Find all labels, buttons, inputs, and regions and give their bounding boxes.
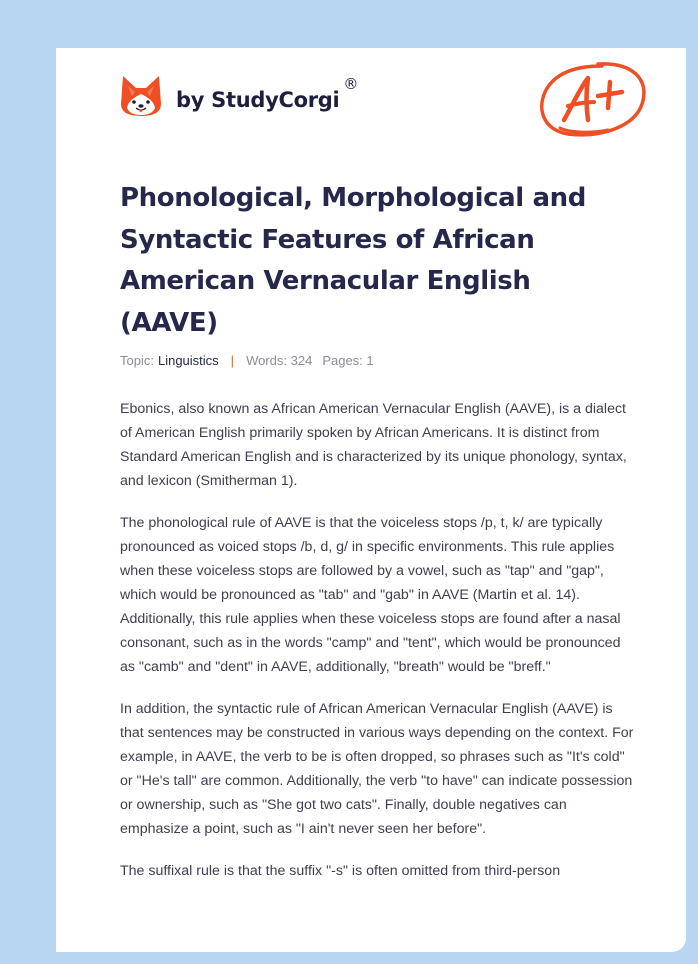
word-count: Words: 324	[246, 353, 313, 368]
registered-mark: ®	[343, 75, 359, 93]
meta-separator: |	[230, 353, 235, 368]
a-plus-grade-icon	[538, 58, 650, 142]
document-meta	[120, 353, 374, 368]
corgi-logo-icon	[120, 74, 162, 118]
document-card	[56, 48, 686, 952]
paragraph: In addition, the syntactic rule of African American Vernacular English (AAVE) is that sentences may be constructed in various ways depending on the context. For example, in AAVE, the verb to be is often dropped, so phrases such as "It's cold" or "He's tall" are common. Additionally, the verb "to have" can indicate possession or ownership, such as "She got two cats". Finally, double negatives can emphasize a point, such as "I ain't never seen her before".	[120, 701, 634, 837]
page-count: Pages: 1	[322, 353, 374, 368]
document-title: Phonological, Morphological and Syntactic Features of African American Vernacular English (AAVE)	[120, 183, 586, 338]
topic-link[interactable]: Linguistics	[157, 353, 219, 368]
brand-name: by StudyCorgi	[176, 88, 340, 112]
paragraph: The phonological rule of AAVE is that the voiceless stops /p, t, k/ are typically pronounced as voiced stops /b, d, g/ in specific environments. This rule applies when these voiceless stops are followed by a vowel, such as "tap" and "gap", which would be pronounced as "tab" and "gab" in AAVE (Martin et al. 14). Additionally, this rule applies when these voiceless stops are found after a nasal consonant, such as in the words "camp" and "tent", which would be pronounced as "camb" and "dent" in AAVE, additionally, "breath" would be "breff."	[120, 515, 621, 675]
topic-label: Topic:	[120, 353, 154, 368]
document-body	[120, 397, 636, 901]
header	[56, 48, 686, 158]
studycorgi-logo[interactable]	[120, 74, 358, 118]
paragraph: The suffixal rule is that the suffix "-s" is often omitted from third-person	[120, 863, 561, 879]
paragraph: Ebonics, also known as African American Vernacular English (AAVE), is a dialect of American English primarily spoken by African Americans. It is distinct from Standard American English and is characterized by its unique phonology, syntax, and lexicon (Smitherman 1).	[120, 401, 627, 489]
